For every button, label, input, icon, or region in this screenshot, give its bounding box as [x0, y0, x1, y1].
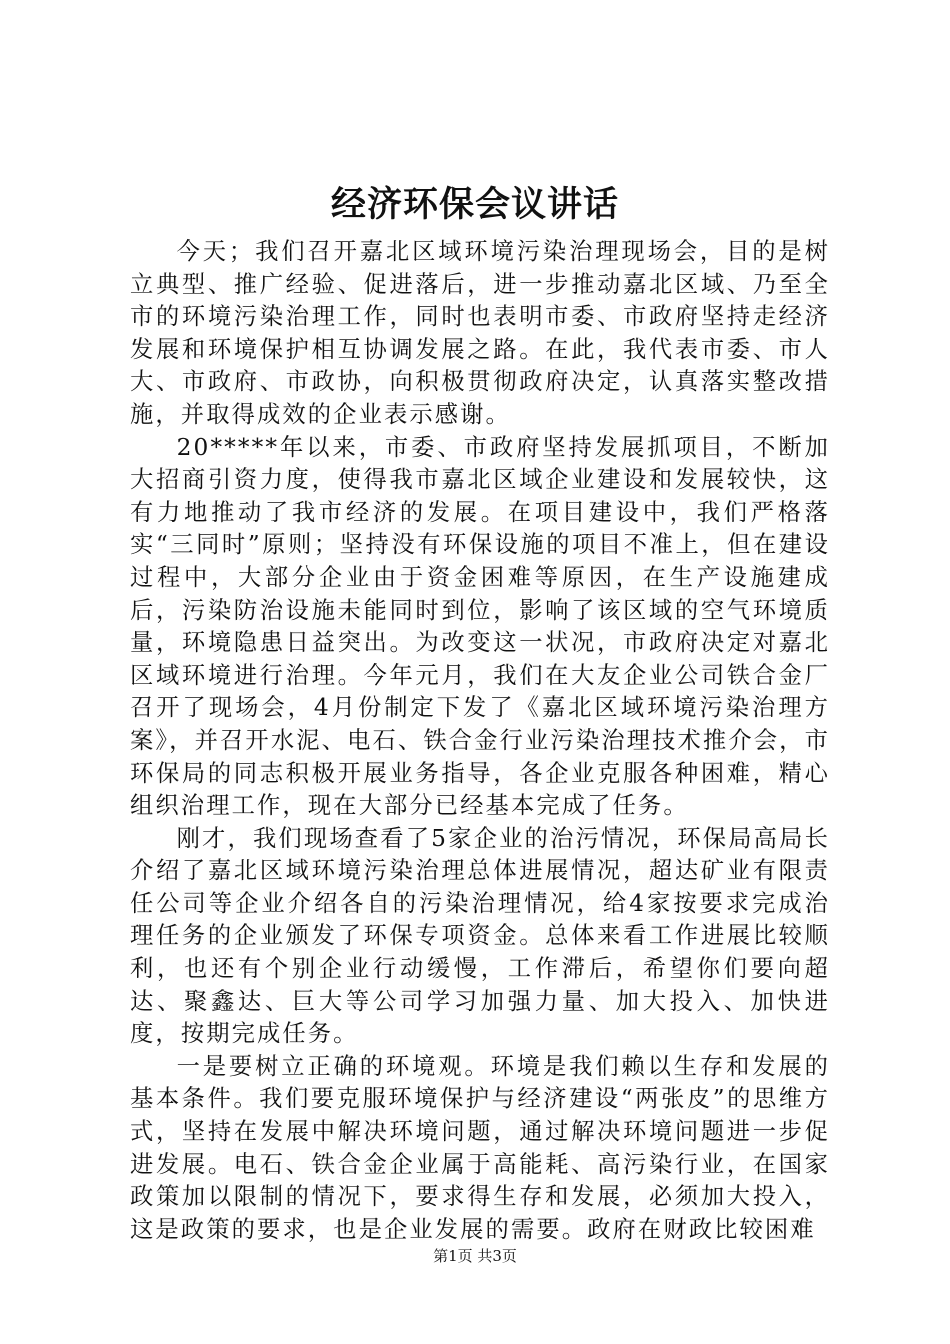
paragraph-4: 一是要树立正确的环境观。环境是我们赖以生存和发展的基本条件。我们要克服环境保护与经济建设“两张皮”的思维方式，坚持在发展中解决环境问题，通过解决环境问题进一步促进发展。电石、铁合金企业属于高能耗、高污染行业，在国家政策加以限制的情况下，要求得生存和发展，必须加大投入，这是政策的要求，也是企业发展的需要。政府在财政比较困难 — [130, 1052, 830, 1243]
paragraph-3: 刚才，我们现场查看了5家企业的治污情况，环保局高局长介绍了嘉北区域环境污染治理总体进展情况，超达矿业有限责任公司等企业介绍各自的污染治理情况，给4家按要求完成治理任务的企业颁发了环保专项资金。总体来看工作进展比较顺利，也还有个别企业行动缓慢，工作滞后，希望你们要向超达、聚鑫达、巨大等公司学习加强力量、加大投入、加快进度，按期完成任务。 — [130, 824, 830, 1048]
document-title: 经济环保会议讲话 — [330, 184, 619, 225]
paragraph-1: 今天；我们召开嘉北区域环境污染治理现场会，目的是树立典型、推广经验、促进落后，进一步推动嘉北区域、乃至全市的环境污染治理工作，同时也表明市委、市政府坚持走经济发展和环境保护相互协调发展之路。在此，我代表市委、市人大、市政府、市政协，向积极贯彻政府决定，认真落实整改措施，并取得成效的企业表示感谢。 — [130, 238, 830, 428]
document-body — [130, 236, 830, 1246]
paragraph-2: 20*****年以来，市委、市政府坚持发展抓项目，不断加大招商引资力度，使得我市嘉北区域企业建设和发展较快，这有力地推动了我市经济的发展。在项目建设中，我们严格落实“三同时”原则；坚持没有环保设施的项目不准上，但在建设过程中，大部分企业由于资金困难等原因，在生产设施建成后，污染防治设施未能同时到位，影响了该区域的空气环境质量，环境隐患日益突出。为改变这一状况，市政府决定对嘉北区域环境进行治理。今年元月，我们在大友企业公司铁合金厂召开了现场会，4月份制定下发了《嘉北区域环境污染治理方案》，并召开水泥、电石、铁合金行业污染治理技术推介会，市环保局的同志积极开展业务指导，各企业克服各种困难，精心组织治理工作，现在大部分已经基本完成了任务。 — [130, 433, 830, 820]
page-indicator: 第1页 共3页 — [433, 1247, 517, 1265]
